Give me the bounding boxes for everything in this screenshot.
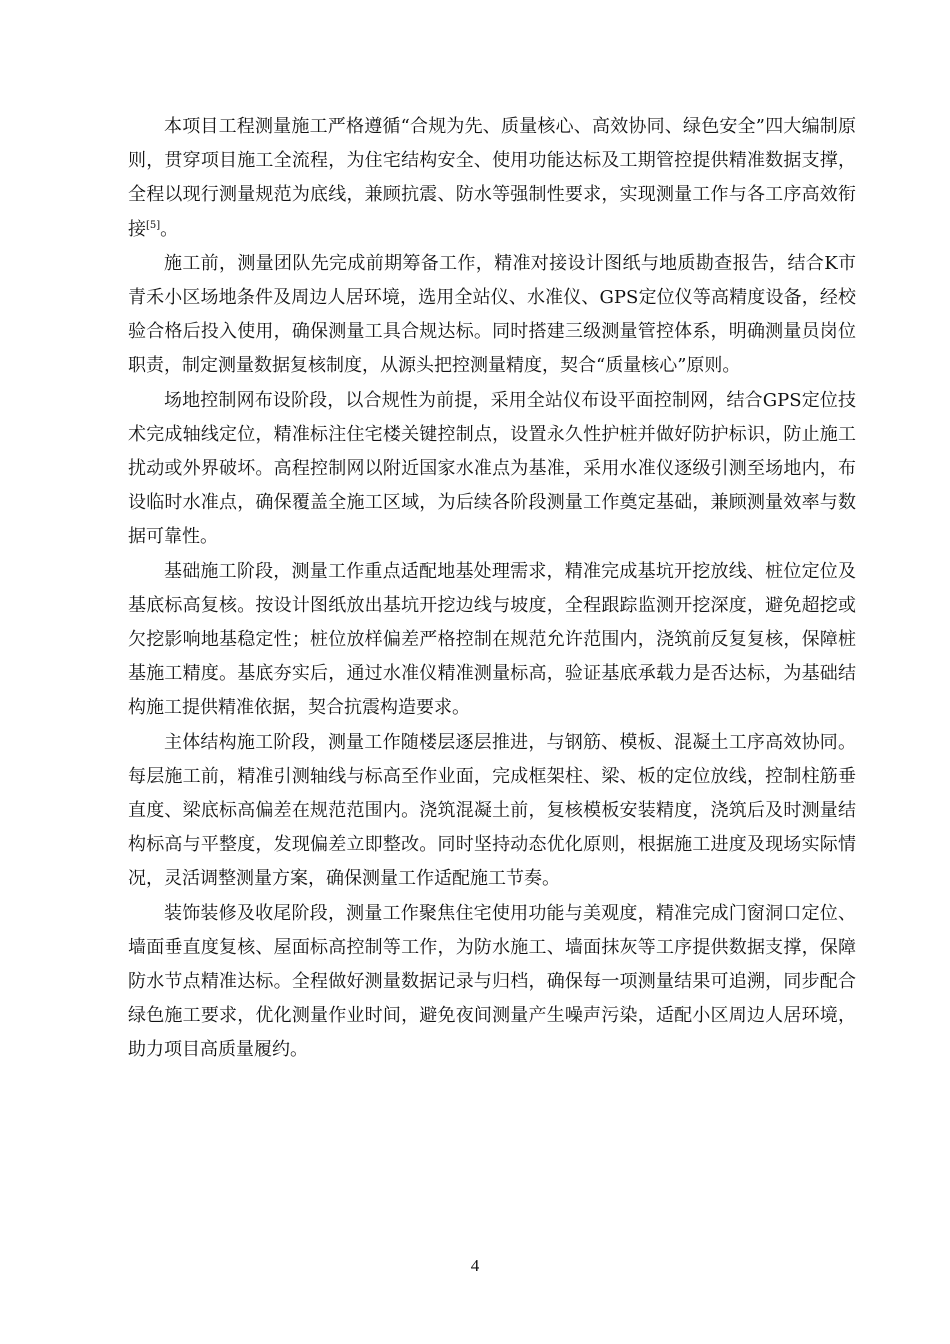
paragraph-6: 装饰装修及收尾阶段，测量工作聚焦住宅使用功能与美观度，精准完成门窗洞口定位、墙面垂直度复核、屋面标高控制等工作，为防水施工、墙面抹灰等工序提供数据支撑，保障防水节点精准达标。全程做好测量数据记录与归档，确保每一项测量结果可追溯，同步配合绿色施工要求，优化测量作业时间，避免夜间测量产生噪声污染，适配小区周边人居环境，助力项目高质量履约。 xyxy=(128,902,856,1061)
paragraph-3: 场地控制网布设阶段，以合规性为前提，采用全站仪布设平面控制网，结合GPS定位技术完成轴线定位，精准标注住宅楼关键控制点，设置永久性护桩并做好防护标识，防止施工扰动或外界破坏。高程控制网以附近国家水准点为基准，采用水准仪逐级引测至场地内，布设临时水准点，确保覆盖全施工区域，为后续各阶段测量工作奠定基础，兼顾测量效率与数据可靠性。 xyxy=(128,389,856,548)
paragraph-2: 施工前，测量团队先完成前期筹备工作，精准对接设计图纸与地质勘查报告，结合K市青禾小区场地条件及周边人居环境，选用全站仪、水准仪、GPS定位仪等高精度设备，经校验合格后投入使用，确保测量工具合规达标。同时搭建三级测量管控体系，明确测量员岗位职责，制定测量数据复核制度，从源头把控测量精度，契合“质量核心”原则。 xyxy=(128,252,856,377)
paragraph-5: 主体结构施工阶段，测量工作随楼层逐层推进，与钢筋、模板、混凝土工序高效协同。每层施工前，精准引测轴线与标高至作业面，完成框架柱、梁、板的定位放线，控制柱筋垂直度、梁底标高偏差在规范范围内。浇筑混凝土前，复核模板安装精度，浇筑后及时测量结构标高与平整度，发现偏差立即整改。同时坚持动态优化原则，根据施工进度及现场实际情况，灵活调整测量方案，确保测量工作适配施工节奏。 xyxy=(128,731,856,890)
citation-reference: [5] xyxy=(146,219,161,231)
paragraph-4: 基础施工阶段，测量工作重点适配地基处理需求，精准完成基坑开挖放线、桩位定位及基底标高复核。按设计图纸放出基坑开挖边线与坡度，全程跟踪监测开挖深度，避免超挖或欠挖影响地基稳定性；桩位放样偏差严格控制在规范允许范围内，浇筑前反复复核，保障桩基施工精度。基底夯实后，通过水准仪精准测量标高，验证基底承载力是否达标，为基础结构施工提供精准依据，契合抗震构造要求。 xyxy=(128,560,856,719)
paragraph-1-text: 本项目工程测量施工严格遵循“合规为先、质量核心、高效协同、绿色安全”四大编制原则，贯穿项目施工全流程，为住宅结构安全、使用功能达标及工期管控提供精准数据支撑，全程以现行测量规范为底线，兼顾抗震、防水等强制性要求，实现测量工作与各工序高效衔接 xyxy=(128,116,856,240)
page-number: 4 xyxy=(470,1256,480,1275)
body-text xyxy=(128,110,856,1068)
paragraph-1 xyxy=(128,110,856,247)
paragraph-1-tail: 。 xyxy=(160,218,179,240)
